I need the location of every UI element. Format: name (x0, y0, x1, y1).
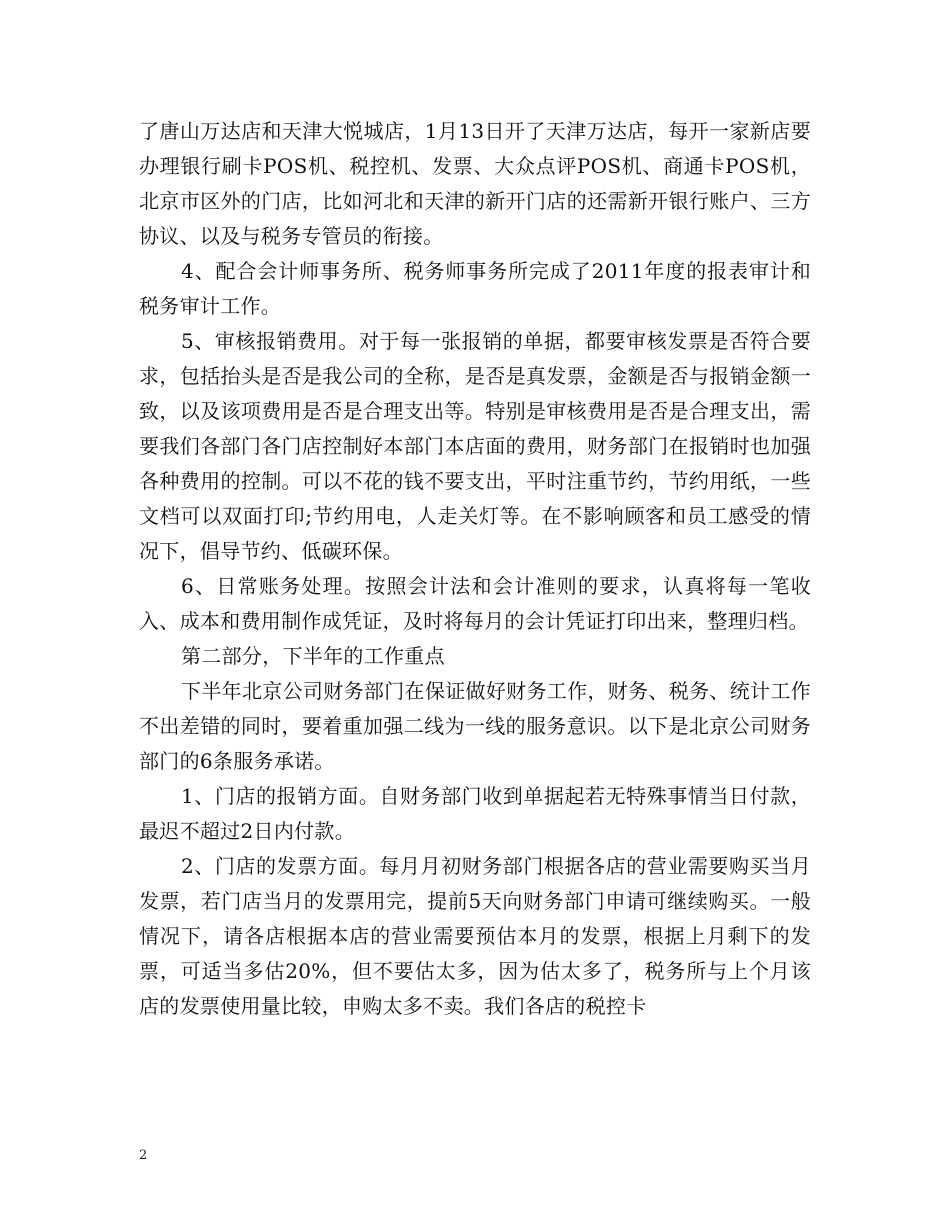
paragraph-item-5: 5、审核报销费用。对于每一张报销的单据，都要审核发票是否符合要求，包括抬头是否是我公司的全称，是否是真发票，金额是否与报销金额一致，以及该项费用是否是合理支出等。特别是审核费用是否是合理支出，需要我们各部门各门店控制好本部门本店面的费用，财务部门在报销时也加强各种费用的控制。可以不花的钱不要支出，平时注重节约，节约用纸，一些文档可以双面打印;节约用电，人走关灯等。在不影响顾客和员工感受的情况下，倡导节约、低碳环保。 (139, 329, 811, 563)
section-heading: 第二部分，下半年的工作重点 (181, 644, 445, 668)
page-number: 2 (139, 1148, 148, 1163)
paragraph-commitment-1: 1、门店的报销方面。自财务部门收到单据起若无特殊事情当日付款，最迟不超过2日内付款。 (139, 784, 811, 843)
paragraph-item-4: 4、配合会计师事务所、税务师事务所完成了2011年度的报表审计和税务审计工作。 (139, 259, 811, 318)
paragraph-commitment-2: 2、门店的发票方面。每月月初财务部门根据各店的营业需要购买当月发票，若门店当月的发票用完，提前5天向财务部门申请可继续购买。一般情况下，请各店根据本店的营业需要预估本月的发票，根据上月剩下的发票，可适当多估20%，但不要估太多，因为估太多了，税务所与上个月该店的发票使用量比较，申购太多不卖。我们各店的税控卡 (139, 854, 811, 1018)
paragraph-intro: 下半年北京公司财务部门在保证做好财务工作，财务、税务、统计工作不出差错的同时，要着重加强二线为一线的服务意识。以下是北京公司财务部门的6条服务承诺。 (139, 679, 811, 773)
body-text (139, 114, 811, 1024)
paragraph-continuation: 了唐山万达店和天津大悦城店，1月13日开了天津万达店，每开一家新店要办理银行刷卡POS机、税控机、发票、大众点评POS机、商通卡POS机，北京市区外的门店，比如河北和天津的新开门店的还需新开银行账户、三方协议、以及与税务专管员的衔接。 (139, 119, 811, 248)
paragraph-item-6: 6、日常账务处理。按照会计法和会计准则的要求，认真将每一笔收入、成本和费用制作成凭证，及时将每月的会计凭证打印出来，整理归档。 (139, 574, 811, 633)
